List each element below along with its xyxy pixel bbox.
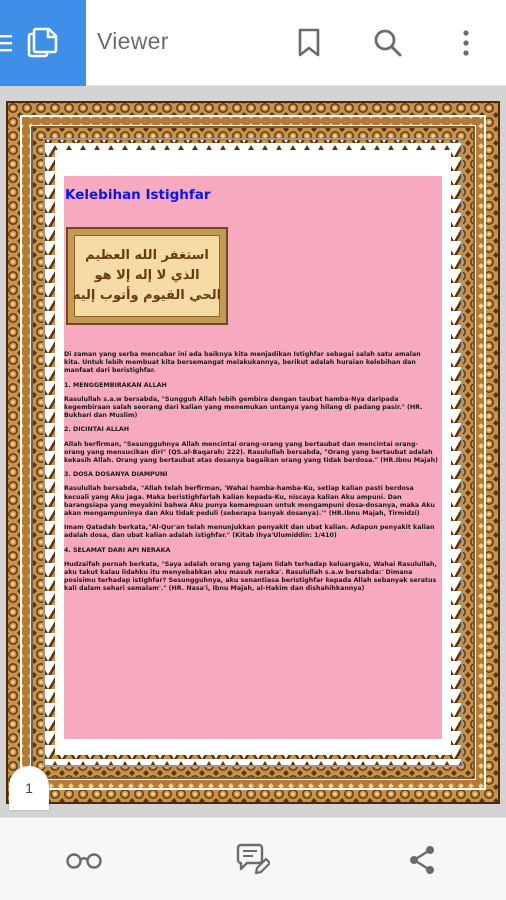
body-paragraph: Rasulullah bersabda, "Allah telah berfirman, 'Wahai hamba-hamba-Ku, setiap kalian pasti berdosa kecuali yang Aku jaga. Maka beristighfarlah kalian kepada-Ku, niscaya kalian Aku ampuni. Dan barangsiapa yang meyakini bahwa Aku punya kemampuan untuk mengampuni dosa-dosanya, maka Aku akan mengampuninya dan Aku tidak peduli (seberapa banyak dosanya).'" (HR.Ibnu Majah, Tirmidzi) — [64, 485, 435, 518]
reading-mode-button[interactable] — [64, 840, 104, 880]
document-body — [64, 351, 438, 594]
nav-drawer-button[interactable] — [0, 0, 86, 86]
glasses-icon — [66, 850, 102, 870]
section-heading: 1. MENGGEMBIRAKAN ALLAH — [64, 381, 167, 389]
bottom-toolbar — [0, 817, 506, 900]
calligraphy-image — [66, 227, 228, 325]
app-bar — [0, 0, 506, 86]
bookmark-icon — [297, 28, 321, 58]
document-title: Kelebihan Istighfar — [65, 187, 211, 203]
search-icon — [373, 28, 403, 58]
document-page[interactable] — [6, 101, 500, 804]
calligraphy-line: الذي لا إله إلا هو — [94, 268, 200, 283]
share-icon — [408, 845, 436, 875]
more-options-button[interactable] — [446, 23, 486, 63]
body-paragraph: Imam Qatadah berkata,"Al-Qur'an telah menunjukkan penyakit dan ubat kalian. Adapun penyakit kalian adalah dosa, dan ubat kalian adalah istighfar." (Kitab Ihya'Ulumiddin: 1/410) — [64, 524, 435, 540]
share-button[interactable] — [402, 840, 442, 880]
calligraphy-line: استغفر الله العظيم — [85, 248, 209, 263]
calligraphy-line: الحي القيوم وأتوب إليه — [72, 288, 222, 303]
body-paragraph: Allah berfirman, "Sesungguhnya Allah mencintai orang-orang yang bertaubat dan mencintai orang-orang yang mensucikan diri" (QS.al-Baqarah: 222). Rasulullah bersabda, "Orang yang bertaubat adalah kekasih Allah. Orang yang bertaubat atas dosanya bagaikan orang yang tidak berdosa." (HR.Ibnu Majah) — [64, 440, 438, 465]
more-vertical-icon — [462, 29, 470, 57]
page-number-indicator[interactable]: 1 — [9, 766, 49, 810]
body-paragraph: Rasulullah s.a.w bersabda, "Sungguh Allah lebih gembira dengan taubat hamba-Nya daripada kegembiraan salah seorang dari kalian yang menemukan untanya yang hilang di padang pasir." (HR. Bukhari dan Muslim) — [64, 395, 423, 420]
body-paragraph: Hudzaifah pernah berkata, "Saya adalah orang yang tajam lidah terhadap keluargaku, Wahai Rasulullah, aku takut kalau lidahku itu menyebabkan aku masuk neraka'. Rasulullah s.a.w bersabda:' Dimana posisimu terhadap istighfar? Sesungguhnya, aku senantiasa beristighfar kepada Allah sebanyak seratus kali dalam sehari semalam'." (HR. Nasa'i, Ibnu Majah, al-Hakim dan dishahihkannya) — [64, 560, 437, 593]
app-title: Viewer — [97, 28, 169, 54]
bookmark-button[interactable] — [289, 23, 329, 63]
search-button[interactable] — [368, 23, 408, 63]
section-heading: 3. DOSA DOSANYA DIAMPUNI — [64, 471, 168, 479]
hamburger-icon — [0, 33, 14, 53]
document-content — [64, 176, 442, 739]
section-heading: 4. SELAMAT DARI API NERAKA — [64, 546, 171, 554]
annotate-button[interactable] — [232, 840, 272, 880]
document-viewer[interactable] — [0, 86, 506, 817]
intro-paragraph: Di zaman yang serba mencabar ini ada baiknya kita menjadikan Istighfar sebagai salah satu amalan kita. Untuk lebih membuat kita bersemangat melakukannya, berikut adalah huraian kelebihan dan manfaat dari beristighfar. — [64, 351, 421, 375]
copy-icon — [26, 26, 60, 60]
section-heading: 2. DICINTAI ALLAH — [64, 426, 130, 434]
comment-edit-icon — [234, 843, 270, 877]
